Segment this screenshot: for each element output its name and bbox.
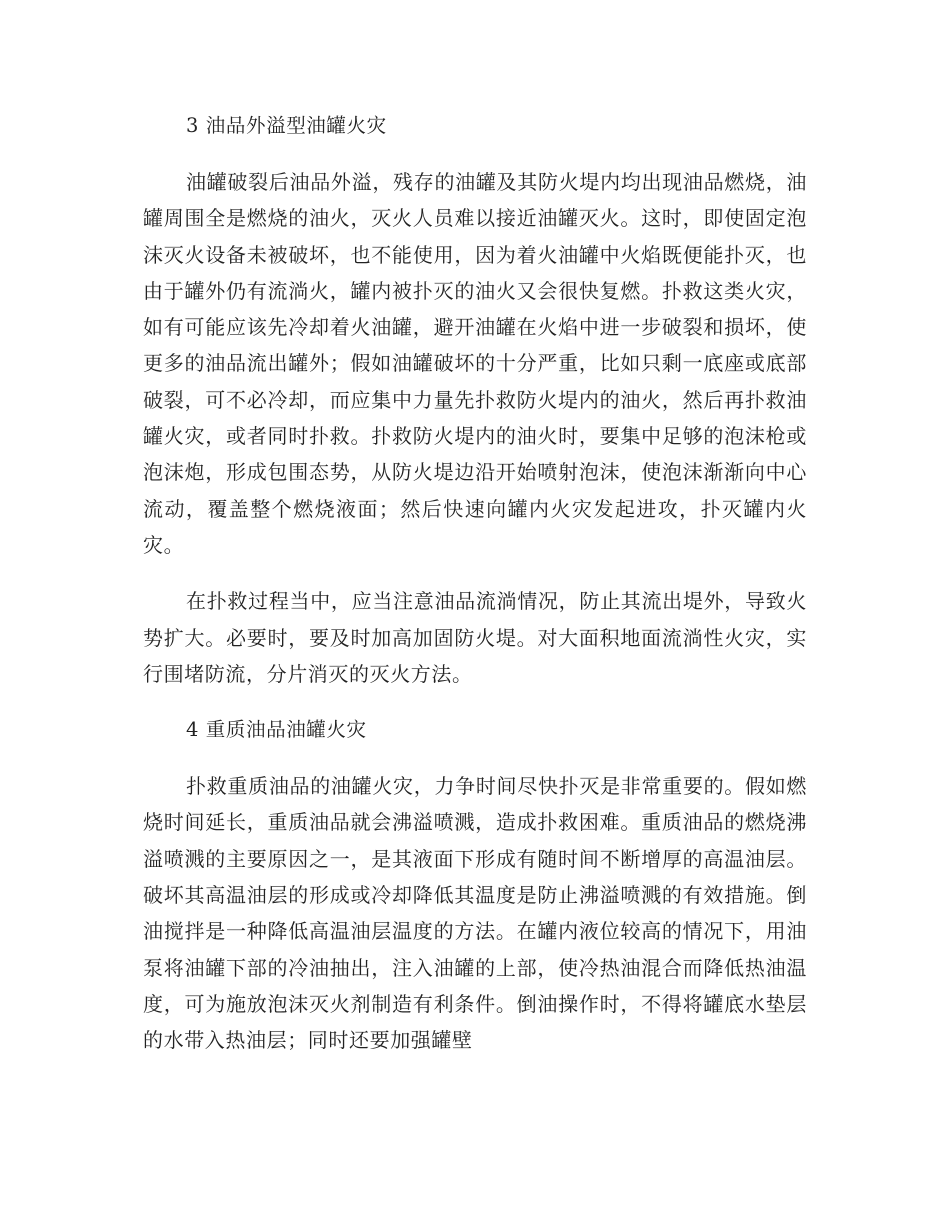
paragraph: 在扑救过程当中，应当注意油品流淌情况，防止其流出堤外，导致火势扩大。必要时，要及时加高加固防火堤。对大面积地面流淌性火灾，实行围堵防流，分片消灭的灭火方法。 — [143, 589, 807, 686]
section-heading-4: 4 重质油品油罐火灾 — [186, 718, 367, 742]
paragraph: 油罐破裂后油品外溢，残存的油罐及其防火堤内均出现油品燃烧，油罐周围全是燃烧的油火，灭火人员难以接近油罐灭火。这时，即使固定泡沫灭火设备未被破坏，也不能使用，因为着火油罐中火焰既便能扑灭，也由于罐外仍有流淌火，罐内被扑灭的油火又会很快复燃。扑救这类火灾，如有可能应该先冷却着火油罐，避开油罐在火焰中进一步破裂和损坏，使更多的油品流出罐外；假如油罐破坏的十分严重，比如只剩一底座或底部破裂，可不必冷却，而应集中力量先扑救防火堤内的油火，然后再扑救油罐火灾，或者同时扑救。扑救防火堤内的油火时，要集中足够的泡沫枪或泡沫炮，形成包围态势，从防火堤边沿开始喷射泡沫，使泡沫渐渐向中心流动，覆盖整个燃烧液面；然后快速向罐内火灾发起进攻，扑灭罐内火灾。 — [143, 170, 807, 557]
paragraph: 扑救重质油品的油罐火灾，力争时间尽快扑灭是非常重要的。假如燃烧时间延长，重质油品就会沸溢喷溅，造成扑救困难。重质油品的燃烧沸溢喷溅的主要原因之一，是其液面下形成有随时间不断增厚的高温油层。破坏其高温油层的形成或冷却降低其温度是防止沸溢喷溅的有效措施。倒油搅拌是一种降低高温油层温度的方法。在罐内液位较高的情况下，用油泵将油罐下部的冷油抽出，注入油罐的上部，使冷热油混合而降低热油温度，可为施放泡沫灭火剂制造有利条件。倒油操作时，不得将罐底水垫层的水带入热油层；同时还要加强罐壁 — [143, 774, 807, 1053]
section-heading-3: 3 油品外溢型油罐火灾 — [186, 114, 387, 137]
document-body — [143, 108, 807, 1079]
